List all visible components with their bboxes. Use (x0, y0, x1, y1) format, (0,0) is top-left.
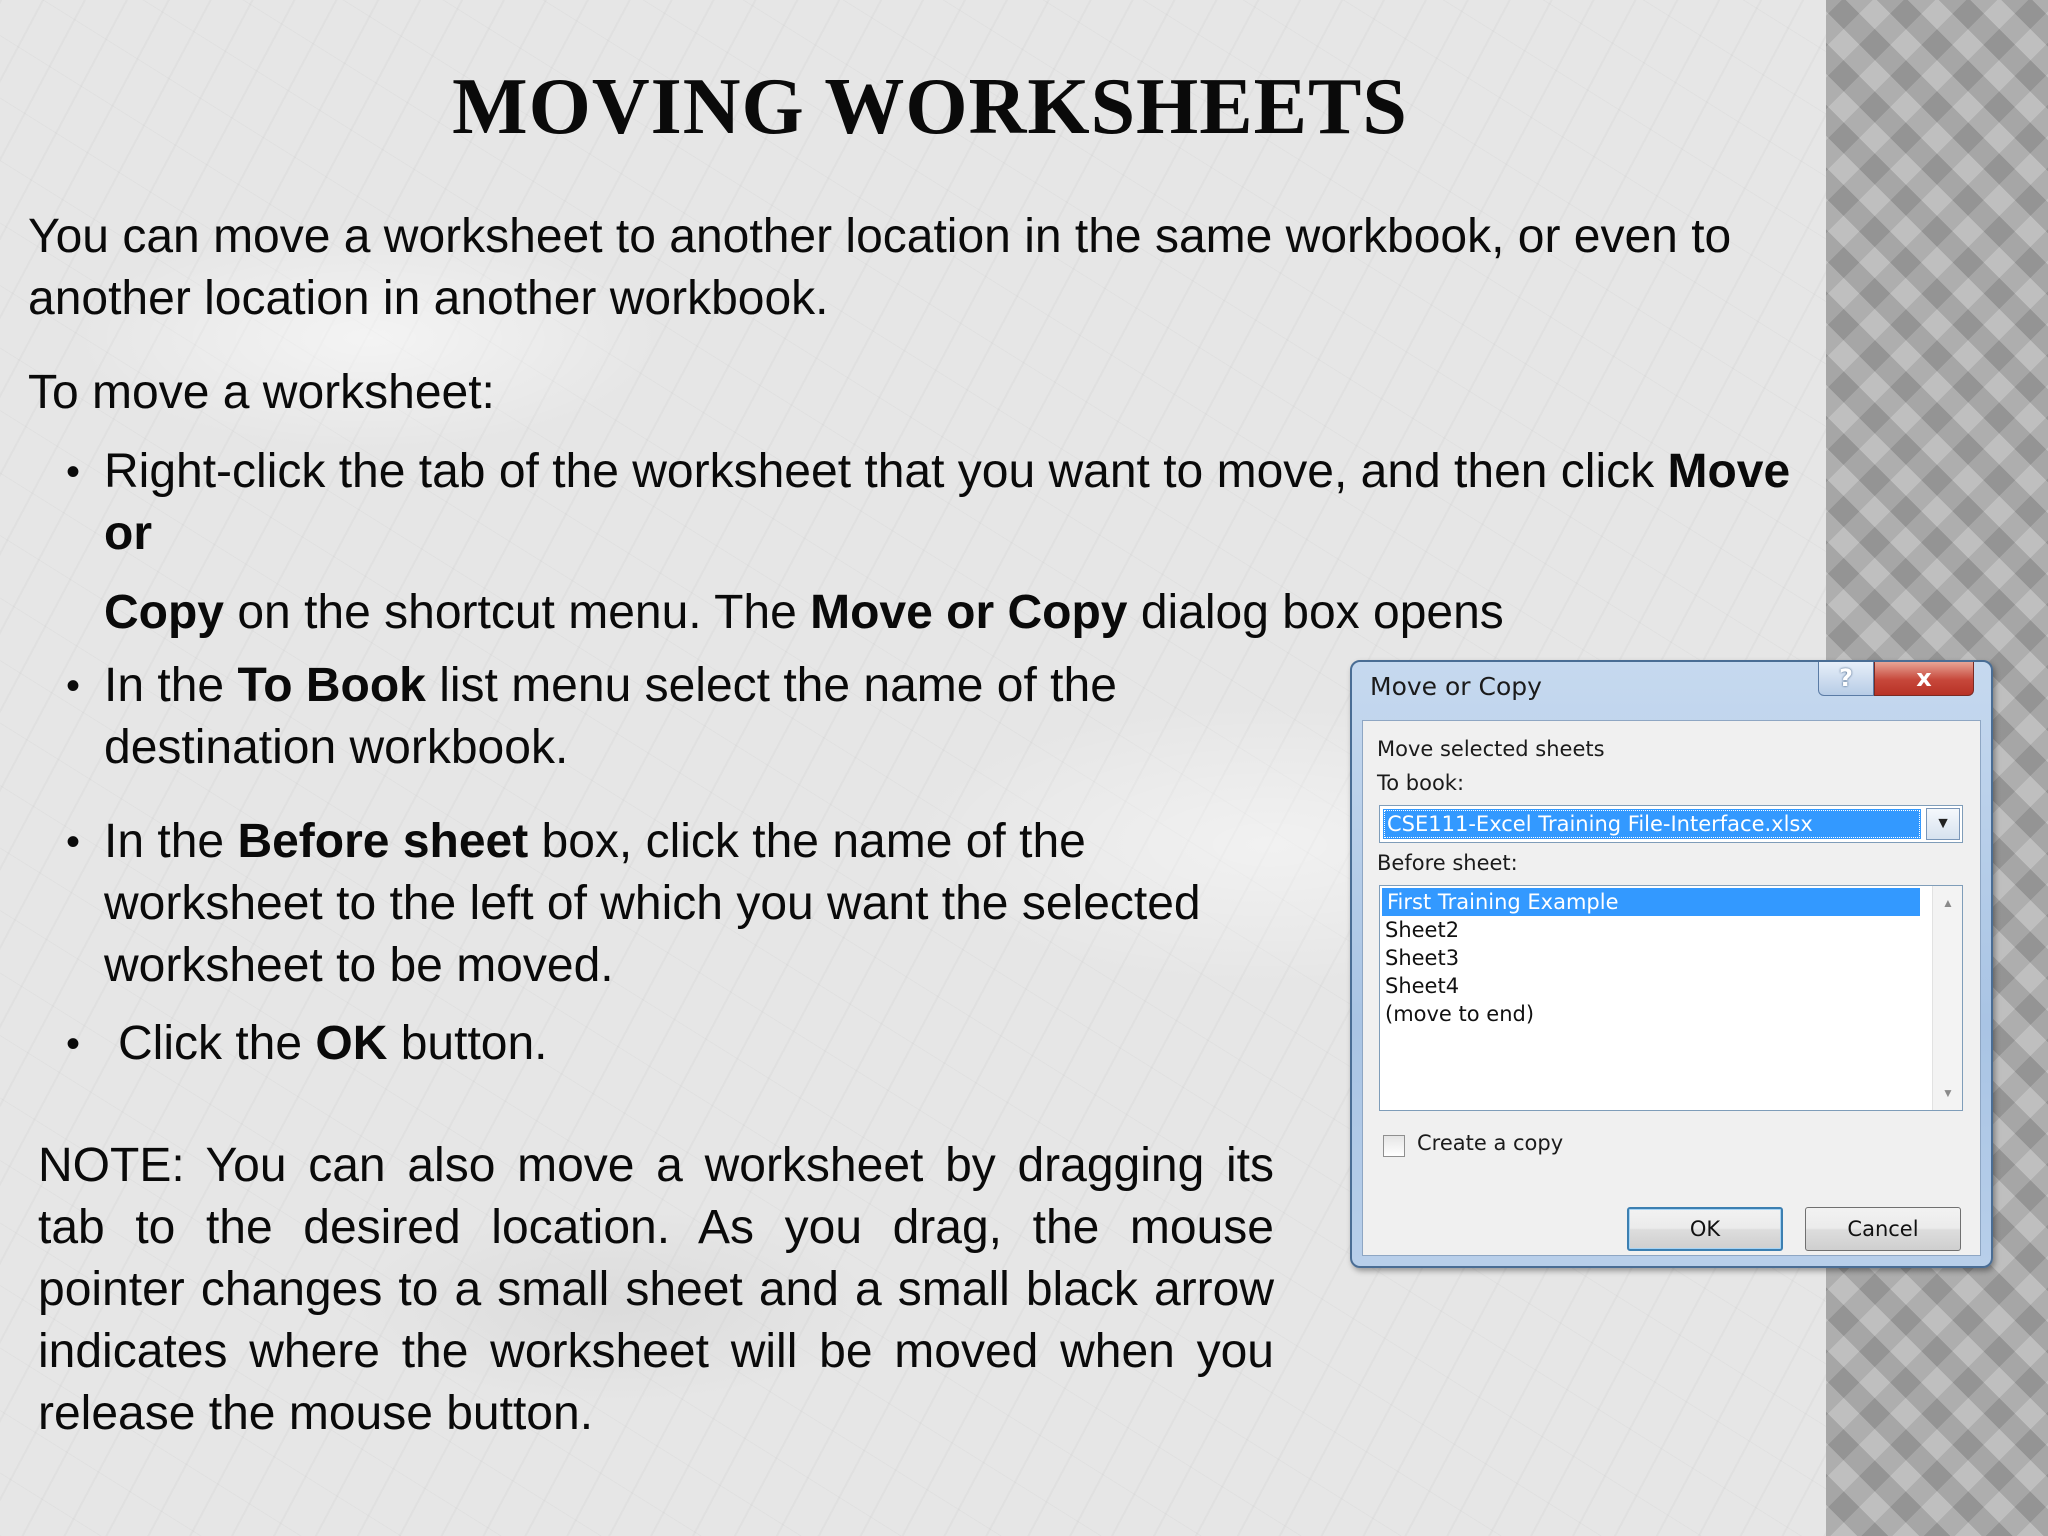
list-item-sheet-2[interactable]: Sheet2 (1385, 918, 1460, 942)
bullet-1-line-1: Right-click the tab of the worksheet that you want to move, and then click Move (104, 445, 1791, 498)
close-button[interactable]: x (1874, 662, 1974, 696)
to-book-dropdown[interactable] (1379, 805, 1963, 843)
slide-title: MOVING WORKSHEETS (452, 63, 1408, 151)
help-button[interactable]: ? (1818, 662, 1874, 696)
bullet-1-line-3: Copy on the shortcut menu. The Move or Copy dialog box opens (104, 586, 1504, 639)
cancel-button[interactable]: Cancel (1805, 1207, 1961, 1251)
bullet-3-dot: • (66, 820, 81, 864)
create-copy-checkbox[interactable] (1383, 1135, 1405, 1157)
bullet-4-text: Click the OK button. (118, 1017, 548, 1070)
dialog-title: Move or Copy (1370, 672, 1542, 701)
before-sheet-label: Before sheet: (1377, 851, 1518, 875)
bullet-2-text: In the To Book list menu select the name of the destination workbook. (104, 659, 1117, 774)
ok-button[interactable]: OK (1627, 1207, 1783, 1251)
before-sheet-listbox[interactable] (1379, 885, 1963, 1111)
bullet-1-dot: • (66, 450, 81, 494)
to-book-value: CSE111-Excel Training File-Interface.xlsx (1383, 809, 1921, 839)
bullet-4-dot: • (66, 1022, 81, 1066)
list-item-move-to-end[interactable]: (move to end) (1385, 1002, 1535, 1026)
to-book-label: To book: (1377, 771, 1465, 795)
list-item-sheet-4[interactable]: Sheet4 (1385, 974, 1460, 998)
intro-paragraph: You can move a worksheet to another location in the same workbook, or even to another location in another workbook. (28, 210, 1732, 325)
scroll-up-arrow-icon[interactable]: ▲ (1942, 896, 1954, 910)
scroll-down-arrow-icon[interactable]: ▼ (1942, 1086, 1954, 1100)
create-copy-label[interactable]: Create a copy (1417, 1131, 1564, 1155)
to-move-heading: To move a worksheet: (28, 366, 495, 419)
bullet-2-dot: • (66, 664, 81, 708)
dialog-body (1362, 720, 1981, 1256)
dropdown-arrow-icon[interactable]: ▼ (1926, 808, 1960, 840)
listbox-scrollbar[interactable] (1932, 886, 1962, 1110)
move-or-copy-dialog (1350, 660, 1993, 1268)
note-paragraph: NOTE: You can also move a worksheet by dragging its tab to the desired location. As you drag, the mouse pointer changes to a small sheet and a small black arrow indicates where the worksheet will be moved when you release the mouse button. (38, 1139, 1274, 1440)
move-selected-label: Move selected sheets (1377, 737, 1605, 761)
list-item-sheet-1[interactable]: First Training Example (1382, 888, 1920, 916)
list-item-sheet-3[interactable]: Sheet3 (1385, 946, 1460, 970)
bullet-1-line-2: or (104, 507, 152, 560)
bullet-3-text: In the Before sheet box, click the name of the worksheet to the left of which you want the selected worksheet to be moved. (104, 815, 1201, 992)
